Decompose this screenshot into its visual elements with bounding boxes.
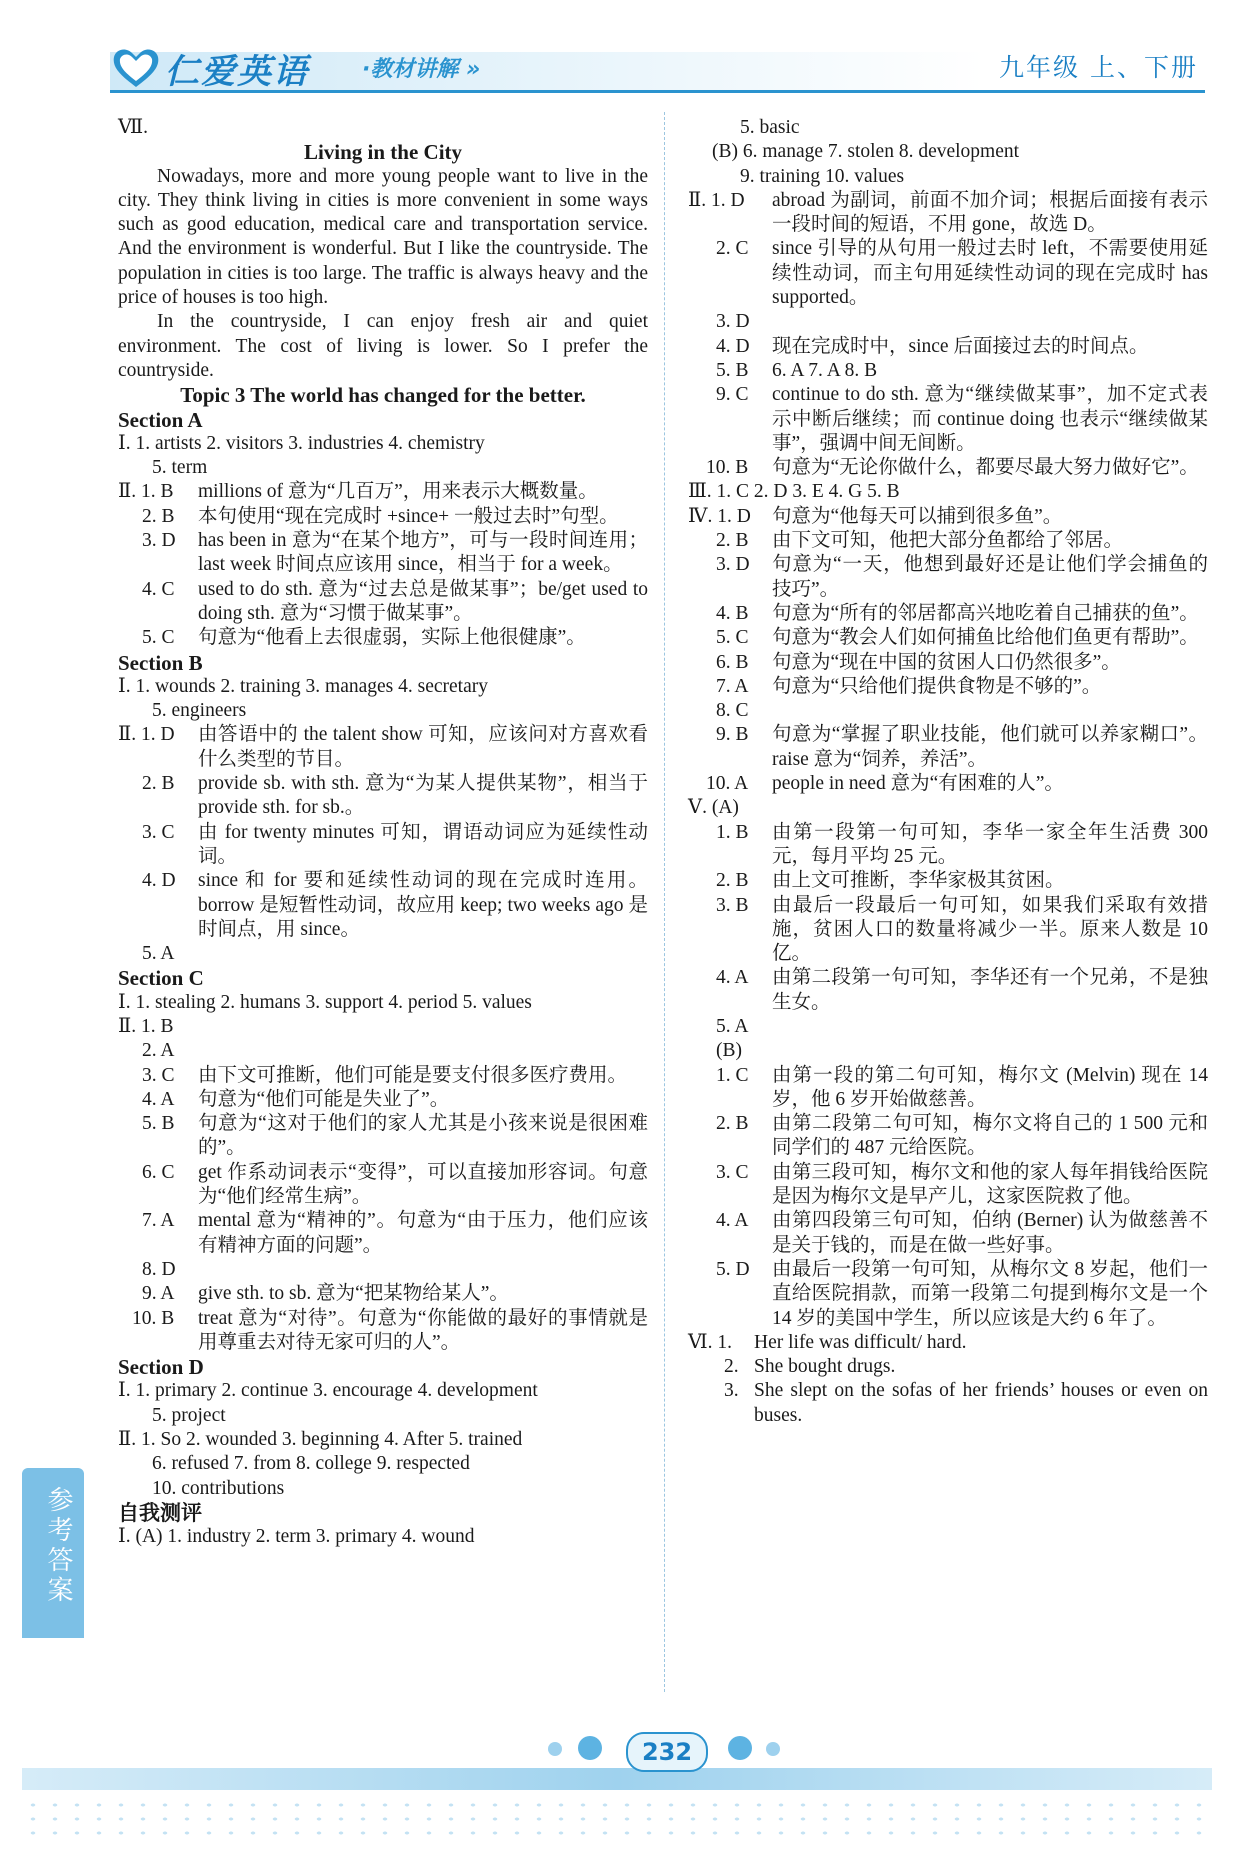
answer-line: Ⅱ. 1. So 2. wounded 3. beginning 4. After 5. trained [118, 1429, 523, 1451]
answer-line: 5. term [152, 457, 208, 479]
answer-line: 5. project [152, 1404, 226, 1426]
answer-row: 9. B 句意为“掌握了职业技能，他们就可以养家糊口”。raise 意为“饲养，养活”。 [716, 724, 1208, 770]
answer-row: 6. B 句意为“现在中国的贫困人口仍然很多”。 [716, 651, 1121, 673]
double-arrow-icon: » [466, 57, 481, 82]
brand-logo: 仁爱英语 [165, 52, 309, 92]
answer-row: 10. B 句意为“无论你做什么，都要尽最大努力做好它”。 [706, 457, 1199, 479]
self-test-title: 自我测评 [118, 1500, 202, 1525]
answer-line: 6. refused 7. from 8. college 9. respected [152, 1453, 470, 1475]
left-column [118, 116, 648, 1550]
answer-row: 5. B 6. A 7. A 8. B [716, 359, 878, 381]
answer-row: 2. She bought drugs. [724, 1356, 896, 1378]
answer-row: 3. She slept on the sofas of her friends’ houses or even on buses. [724, 1380, 1208, 1426]
section-d-title: Section D [118, 1355, 204, 1380]
answer-row: 3. C 由下文可推断，他们可能是要支付很多医疗费用。 [142, 1064, 628, 1086]
topic-title: Topic 3 The world has changed for the better. [180, 383, 586, 408]
answer-row: 3. B 由最后一段最后一句可知，如果我们采取有效措施，贫困人口的数量将减少一半。原来人数是 10 亿。 [716, 894, 1208, 965]
answer-row: 5. C 句意为“他看上去很虚弱，实际上他很健康”。 [142, 627, 586, 649]
section-a-title: Section A [118, 407, 203, 432]
heart-logo-icon [110, 45, 162, 90]
part-vii-label: Ⅶ. [118, 117, 149, 138]
answer-row: Ⅵ. 1. Her life was difficult/ hard. [688, 1331, 967, 1353]
answer-row: 3. D has been in 意为“在某个地方”，可与一段时间连用；last week 时间点应该用 since，相当于 for a week。 [142, 530, 648, 576]
answer-row: 10. B treat 意为“对待”。句意为“你能做的最好的事情就是用尊重去对待无家可归的人”。 [132, 1307, 648, 1353]
section-a-ii [118, 480, 648, 650]
side-tab [22, 1468, 84, 1638]
answer-row: 4. D 现在完成时中，since 后面接过去的时间点。 [716, 335, 1149, 357]
answer-row: 8. D [142, 1258, 176, 1280]
answer-row: 1. C 由第一段的第二句可知，梅尔文 (Melvin) 现在 14 岁，他 6 岁开始做慈善。 [716, 1064, 1208, 1110]
right-column [688, 116, 1208, 1428]
essay-title: Living in the City [303, 140, 463, 165]
side-tab-label: 参考答案 [43, 1486, 73, 1606]
answer-row: 2. B 由第二段第二句可知，梅尔文将自己的 1 500 元和同学们的 487 元给医院。 [716, 1113, 1208, 1159]
answer-row: 5. D 由最后一段第一句可知，从梅尔文 8 岁起，他们一直给医院捐款，而第一段第二句提到梅尔文是一个 14 岁的美国中学生，所以应该是大约 6 年了。 [716, 1258, 1208, 1329]
answer-row: 4. A 由第四段第三句可知，伯纳 (Berner) 认为做慈善不是关于钱的，而是在做一些好事。 [716, 1210, 1208, 1256]
answer-row: 4. A 句意为“他们可能是失业了”。 [142, 1088, 450, 1110]
answer-row: Ⅱ. 1. B millions of 意为“几百万”，用来表示大概数量。 [118, 481, 598, 503]
answer-row: 4. C used to do sth. 意为“过去总是做某事”；be/get used to doing sth. 意为“习惯于做某事”。 [142, 578, 648, 624]
answer-row: 2. B 由下文可知，他把大部分鱼都给了邻居。 [716, 530, 1124, 552]
answer-row: 4. D since 和 for 要和延续性动词的现在完成时连用。borrow 是短暂性动词，故应用 keep; two weeks ago 是时间点，用 since。 [142, 870, 648, 940]
answer-row: 3. C 由 for twenty minutes 可知，谓语动词应为延续性动词。 [142, 821, 648, 867]
answer-row: 2. C since 引导的从句用一般过去时 left，不需要使用延续性动词，而主句用延续性动词的现在完成时 has supported。 [716, 238, 1208, 309]
answer-row: 9. A give sth. to sb. 意为“把某物给某人”。 [142, 1283, 509, 1305]
answer-line: 10. contributions [152, 1477, 285, 1499]
answer-row: 5. B 句意为“这对于他们的家人尤其是小孩来说是很困难的”。 [142, 1113, 648, 1159]
right-part-iv [688, 505, 1208, 797]
bubble-icon [548, 1742, 562, 1756]
answer-row: 2. A [142, 1040, 175, 1062]
answer-line: Ⅰ. 1. artists 2. visitors 3. industries 4. chemistry [118, 432, 485, 454]
bubble-icon [728, 1736, 752, 1760]
answer-row: 3. D [716, 311, 750, 333]
answer-row: 8. C [716, 700, 749, 722]
answer-row: Ⅳ. 1. D 句意为“他每天可以捕到很多鱼”。 [688, 505, 1063, 527]
answer-row: 4. B 句意为“所有的邻居都高兴地吃着自己捕获的鱼”。 [716, 602, 1199, 624]
section-b-title: Section B [118, 650, 203, 675]
answer-line: Ⅰ. (A) 1. industry 2. term 3. primary 4. wound [118, 1526, 475, 1548]
answer-row: 2. B 由上文可推断，李华家极其贫困。 [716, 870, 1065, 892]
right-part-v-b: (B) [716, 1040, 742, 1062]
answer-row: 2. B provide sb. with sth. 意为“为某人提供某物”，相当于 provide sth. for sb.。 [142, 773, 648, 819]
right-part-vi [688, 1331, 1208, 1428]
page-header [0, 0, 1250, 110]
answer-row: Ⅱ. 1. D 由答语中的 the talent show 可知，应该问对方喜欢看什么类型的节目。 [118, 724, 648, 770]
bubble-icon [766, 1742, 780, 1756]
page-footer [0, 1720, 1250, 1857]
right-part-v-a: Ⅴ. (A) [688, 797, 739, 819]
answer-row: 6. C get 作系动词表示“变得”，可以直接加形容词。句意为“他们经常生病”。 [142, 1161, 648, 1208]
answer-row: 4. A 由第二段第一句可知，李华还有一个兄弟，不是独生女。 [716, 967, 1208, 1013]
answer-line: Ⅰ. 1. wounds 2. training 3. manages 4. secretary [118, 675, 488, 697]
answer-row: 7. A mental 意为“精神的”。句意为“由于压力，他们应该有精神方面的问题”。 [142, 1210, 648, 1256]
answer-row: Ⅱ. 1. B [118, 1015, 174, 1037]
answer-row: 3. D 句意为“一天，他想到最好还是让他们学会捕鱼的技巧”。 [716, 554, 1208, 600]
answer-row: 5. A [142, 943, 175, 965]
section-c-ii [118, 1015, 648, 1355]
answer-row: 2. B 本句使用“现在完成时 +since+ 一般过去时”句型。 [142, 505, 619, 527]
answer-row: 3. C 由第三段可知，梅尔文和他的家人每年捐钱给医院是因为梅尔文是早产儿，这家医院救了他。 [716, 1161, 1208, 1208]
essay-paragraph-2: In the countryside, I can enjoy fresh air and quiet environment. The cost of living is lower. So I prefer the countryside. [118, 311, 648, 381]
answer-line: Ⅰ. 1. stealing 2. humans 3. support 4. period 5. values [118, 991, 532, 1013]
grade-label: 九年级 上、下册 [999, 53, 1198, 82]
answer-line: (B) 6. manage 7. stolen 8. development [712, 141, 1020, 163]
answer-line: 5. engineers [152, 700, 247, 722]
footer-dots [22, 1798, 1212, 1838]
right-part-ii [688, 189, 1208, 481]
footer-band [22, 1768, 1212, 1790]
essay-paragraph-1: Nowadays, more and more young people want to live in the city. They think living in cities is more convenient in some ways such as good education, medical care and transportation service. And the environment is wonderful. But I like the countryside. The population in cities is too large. The traffic is always heavy and the price of houses is too high. [118, 165, 648, 309]
section-c-title: Section C [118, 966, 204, 991]
answer-row: 5. C 句意为“教会人们如何捕鱼比给他们鱼更有帮助”。 [716, 627, 1199, 649]
answer-row: 1. B 由第一段第一句可知，李华一家全年生活费 300 元，每月平均 25 元。 [716, 821, 1208, 867]
answer-row: 9. C continue to do sth. 意为“继续做某事”，加不定式表示中断后继续；而 continue doing 也表示“继续做某事”，强调中间无间断。 [716, 384, 1208, 454]
page-number: 232 [626, 1732, 708, 1772]
answer-line: 9. training 10. values [740, 165, 905, 187]
answer-line: Ⅰ. 1. primary 2. continue 3. encourage 4. development [118, 1380, 538, 1402]
header-subtitle: ·教材讲解 » [362, 57, 481, 82]
bubble-icon [578, 1736, 602, 1760]
answer-row: Ⅱ. 1. D abroad 为副词，前面不加介词；根据后面接有表示一段时间的短语，不用 gone，故选 D。 [688, 189, 1208, 236]
answer-row: 5. A [716, 1015, 749, 1037]
right-part-v [688, 821, 1208, 1040]
answer-row: 10. A people in need 意为“有困难的人”。 [706, 773, 1064, 795]
answer-row: 7. A 句意为“只给他们提供食物是不够的”。 [716, 675, 1102, 697]
section-b-ii [118, 723, 648, 966]
right-part-v-b-items [688, 1064, 1208, 1331]
answer-line: 5. basic [740, 117, 800, 138]
column-divider [664, 112, 665, 1692]
right-part-iii: Ⅲ. 1. C 2. D 3. E 4. G 5. B [688, 481, 900, 503]
